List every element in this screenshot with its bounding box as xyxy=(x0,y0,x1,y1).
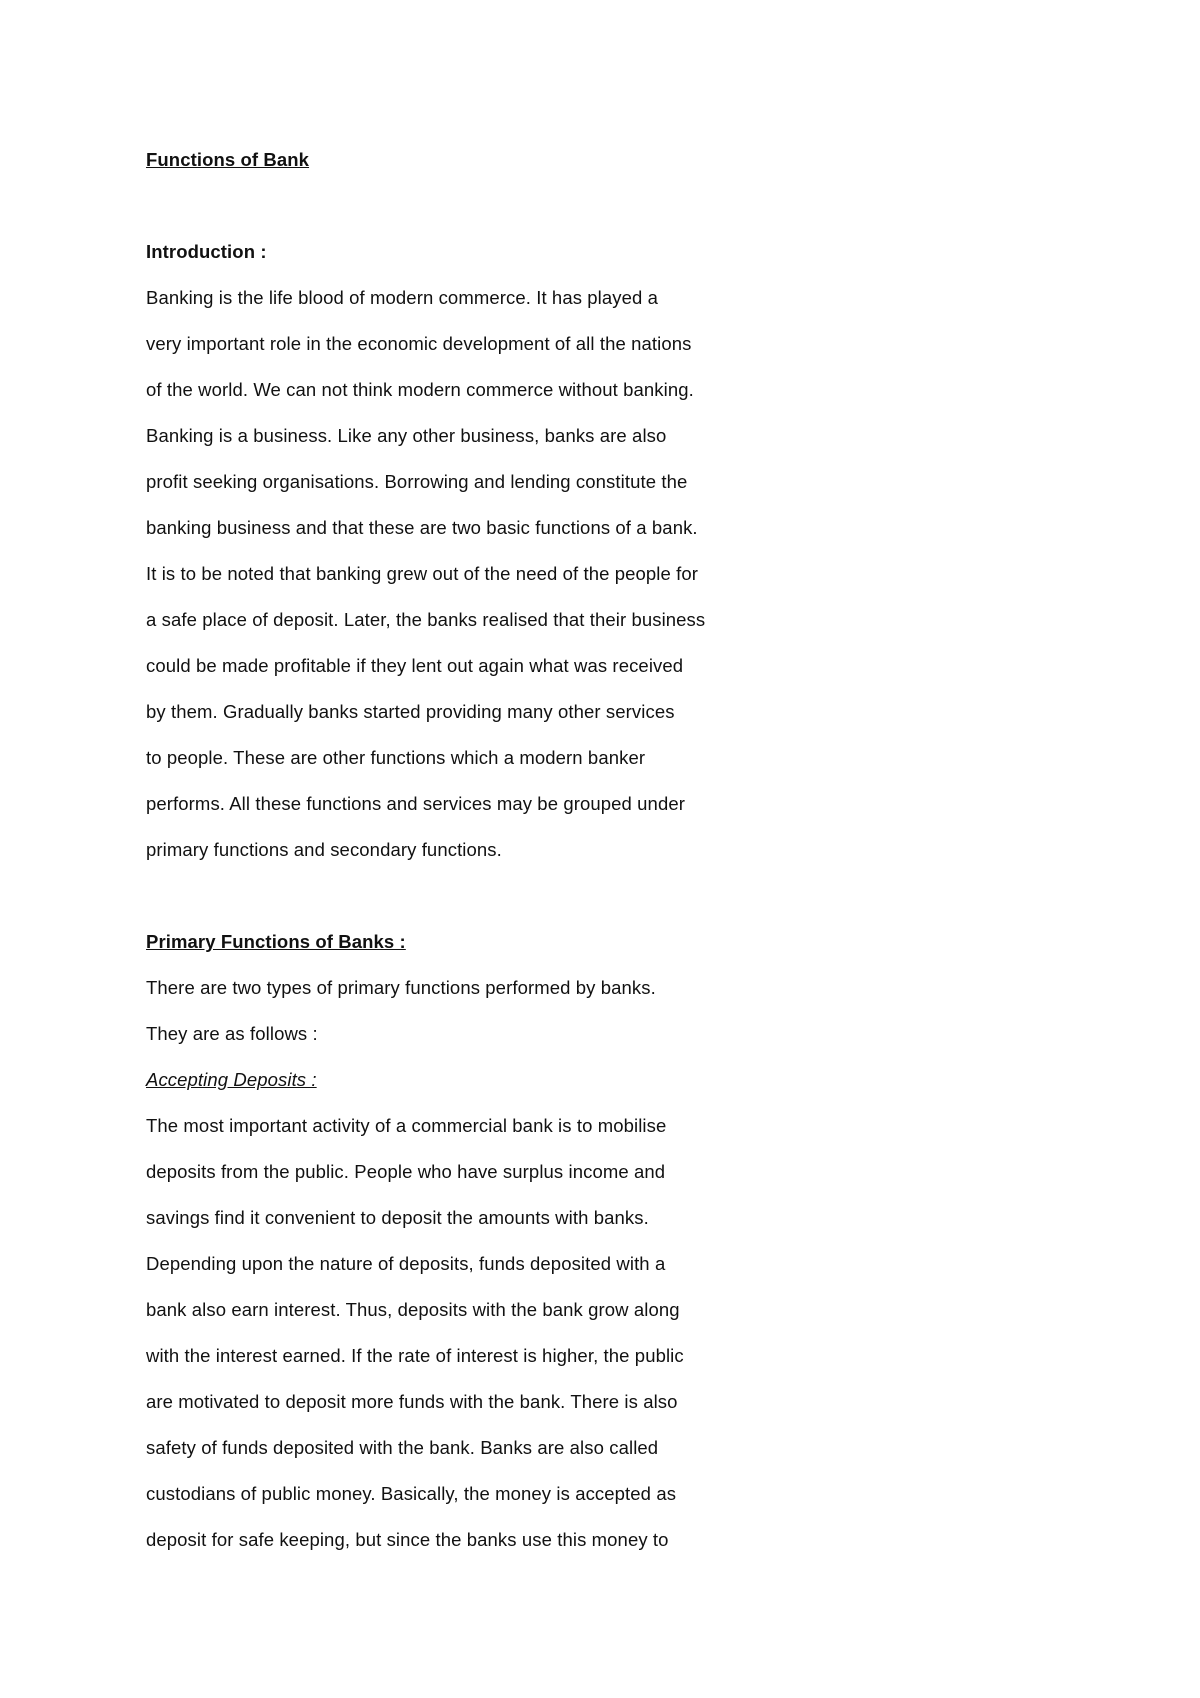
accepting-deposits-line: safety of funds deposited with the bank. Banks are also called xyxy=(146,1437,659,1458)
accepting-deposits-line: The most important activity of a commercial bank is to mobilise xyxy=(146,1115,667,1136)
introduction-line: performs. All these functions and services may be grouped under xyxy=(146,793,685,814)
introduction-line: banking business and that these are two basic functions of a bank. xyxy=(146,517,698,538)
introduction-line: It is to be noted that banking grew out of the need of the people for xyxy=(146,563,699,584)
accepting-deposits-line: Depending upon the nature of deposits, funds deposited with a xyxy=(146,1253,666,1274)
introduction-line: by them. Gradually banks started providing many other services xyxy=(146,701,675,722)
introduction-line: primary functions and secondary functions. xyxy=(146,839,502,860)
introduction-line: to people. These are other functions which a modern banker xyxy=(146,747,646,768)
primary-functions-heading: Primary Functions of Banks : xyxy=(146,931,406,952)
introduction-line: of the world. We can not think modern commerce without banking. xyxy=(146,379,694,400)
primary-functions-line: There are two types of primary functions performed by banks. xyxy=(146,977,656,998)
introduction-line: Banking is a business. Like any other business, banks are also xyxy=(146,425,667,446)
accepting-deposits-line: are motivated to deposit more funds with the bank. There is also xyxy=(146,1391,678,1412)
introduction-line: could be made profitable if they lent out again what was received xyxy=(146,655,684,676)
accepting-deposits-heading: Accepting Deposits : xyxy=(146,1069,317,1090)
accepting-deposits-line: bank also earn interest. Thus, deposits with the bank grow along xyxy=(146,1299,680,1320)
accepting-deposits-line: savings find it convenient to deposit the amounts with banks. xyxy=(146,1207,649,1228)
introduction-line: Banking is the life blood of modern commerce. It has played a xyxy=(146,287,659,308)
page-title: Functions of Bank xyxy=(146,149,310,170)
introduction-line: a safe place of deposit. Later, the banks realised that their business xyxy=(146,609,706,630)
primary-functions-line: They are as follows : xyxy=(146,1023,318,1044)
introduction-heading: Introduction : xyxy=(146,241,267,262)
accepting-deposits-line: with the interest earned. If the rate of interest is higher, the public xyxy=(146,1345,684,1366)
accepting-deposits-line: custodians of public money. Basically, the money is accepted as xyxy=(146,1483,677,1504)
accepting-deposits-line: deposits from the public. People who have surplus income and xyxy=(146,1161,666,1182)
accepting-deposits-line: deposit for safe keeping, but since the banks use this money to xyxy=(146,1529,669,1550)
introduction-line: profit seeking organisations. Borrowing and lending constitute the xyxy=(146,471,688,492)
introduction-line: very important role in the economic development of all the nations xyxy=(146,333,692,354)
